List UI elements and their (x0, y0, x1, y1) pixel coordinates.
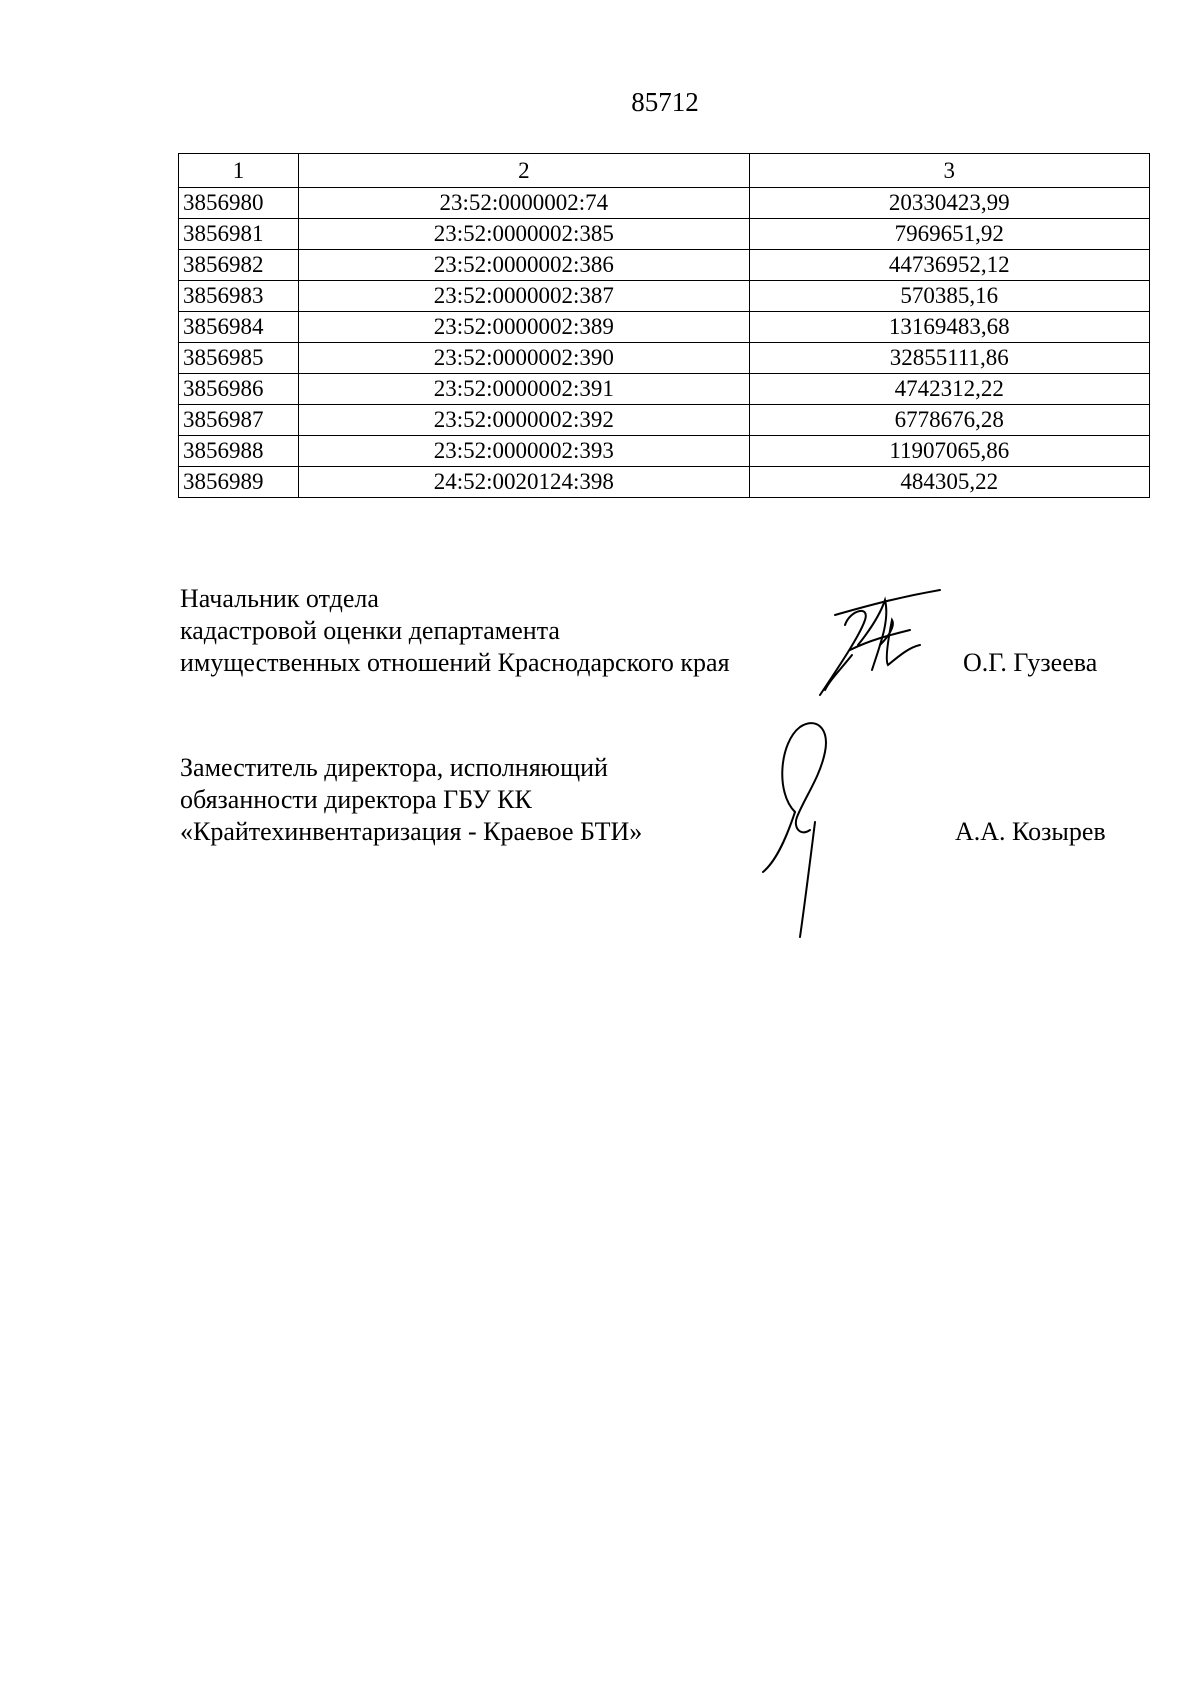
signature-guzeeva (810, 585, 970, 705)
signatory-2-name: А.А. Козырев (955, 817, 1106, 846)
table-row (179, 188, 1150, 219)
cadastral-number: 23:52:0000002:385 (299, 219, 749, 250)
cadastral-value: 4742312,22 (749, 374, 1149, 405)
cadastral-value-table (178, 153, 1150, 498)
row-id: 3856981 (179, 219, 299, 250)
column-header-3: 3 (749, 154, 1149, 188)
cadastral-value: 484305,22 (749, 467, 1149, 498)
cadastral-value: 32855111,86 (749, 343, 1149, 374)
cadastral-value: 570385,16 (749, 281, 1149, 312)
table-row (179, 312, 1150, 343)
cadastral-value: 7969651,92 (749, 219, 1149, 250)
column-header-1: 1 (179, 154, 299, 188)
cadastral-value: 44736952,12 (749, 250, 1149, 281)
table-row (179, 374, 1150, 405)
table-row (179, 281, 1150, 312)
signatory-2-title (180, 752, 642, 848)
cadastral-value: 6778676,28 (749, 405, 1149, 436)
cadastral-number: 24:52:0020124:398 (299, 467, 749, 498)
signatory-title-line: имущественных отношений Краснодарского края (180, 648, 730, 677)
column-header-2: 2 (299, 154, 749, 188)
cadastral-number: 23:52:0000002:387 (299, 281, 749, 312)
row-id: 3856980 (179, 188, 299, 219)
signatory-title-line: кадастровой оценки департамента (180, 616, 560, 645)
row-id: 3856989 (179, 467, 299, 498)
row-id: 3856984 (179, 312, 299, 343)
row-id: 3856986 (179, 374, 299, 405)
signatory-title-line: обязанности директора ГБУ КК (180, 785, 532, 814)
table-row (179, 436, 1150, 467)
signatory-title-line: Заместитель директора, исполняющий (180, 753, 608, 782)
cadastral-number: 23:52:0000002:74 (299, 188, 749, 219)
table-row (179, 250, 1150, 281)
cadastral-number: 23:52:0000002:386 (299, 250, 749, 281)
row-id: 3856987 (179, 405, 299, 436)
row-id: 3856982 (179, 250, 299, 281)
row-id: 3856988 (179, 436, 299, 467)
table-row (179, 219, 1150, 250)
cadastral-number: 23:52:0000002:392 (299, 405, 749, 436)
row-id: 3856985 (179, 343, 299, 374)
table-row (179, 343, 1150, 374)
table-header-row (179, 154, 1150, 188)
table-row (179, 467, 1150, 498)
cadastral-value: 20330423,99 (749, 188, 1149, 219)
signatory-1-name: О.Г. Гузеева (963, 648, 1098, 677)
signatory-title-line: Начальник отдела (180, 584, 379, 613)
cadastral-value: 11907065,86 (749, 436, 1149, 467)
cadastral-number: 23:52:0000002:391 (299, 374, 749, 405)
signatory-title-line: «Крайтехинвентаризация - Краевое БТИ» (180, 817, 643, 846)
cadastral-value: 13169483,68 (749, 312, 1149, 343)
table-row (179, 405, 1150, 436)
page-number: 85712 (631, 87, 699, 117)
cadastral-number: 23:52:0000002:393 (299, 436, 749, 467)
cadastral-number: 23:52:0000002:389 (299, 312, 749, 343)
signature-kozyrev (755, 712, 865, 942)
row-id: 3856983 (179, 281, 299, 312)
signatory-1-title (180, 583, 730, 679)
cadastral-number: 23:52:0000002:390 (299, 343, 749, 374)
